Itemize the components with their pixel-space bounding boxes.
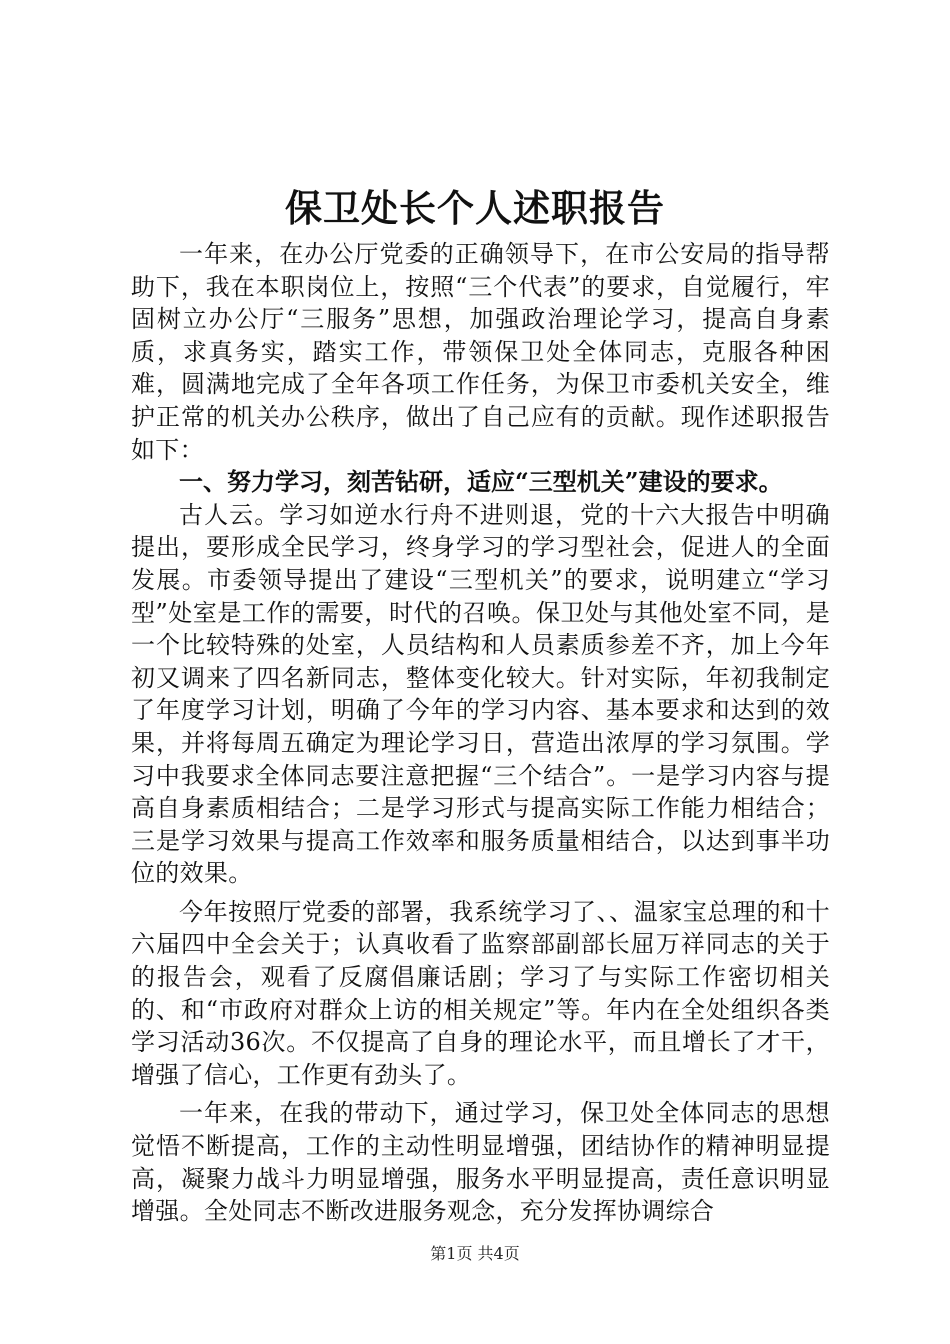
- page-number-footer: 第1页 共4页: [430, 1244, 520, 1263]
- paragraph-study-activities: 今年按照厅党委的部署，我系统学习了、、温家宝总理的和十六届四中全会关于；认真收看了监察部副部长屈万祥同志的关于的报告会，观看了反腐倡廉话剧；学习了与实际工作密切相关的、和“市政府对群众上访的相关规定”等。年内在全处组织各类学习活动36次。不仅提高了自身的理论水平，而且增长了才干，增强了信心，工作更有劲头了。: [131, 897, 830, 1089]
- paragraph-intro: 一年来，在办公厅党委的正确领导下，在市公安局的指导帮助下，我在本职岗位上，按照“三个代表”的要求，自觉履行，牢固树立办公厅“三服务”思想，加强政治理论学习，提高自身素质，求真务实，踏实工作，带领保卫处全体同志，克服各种困难，圆满地完成了全年各项工作任务，为保卫市委机关安全，维护正常的机关办公秩序，做出了自己应有的贡献。现作述职报告如下：: [131, 240, 830, 464]
- document-title: 保卫处长个人述职报告: [285, 186, 665, 230]
- paragraph-study: 古人云。学习如逆水行舟不进则退，党的十六大报告中明确提出，要形成全民学习，终身学习的学习型社会，促进人的全面发展。市委领导提出了建设“三型机关”的要求，说明建立“学习型”处室是工作的需要，时代的召唤。保卫处与其他处室不同，是一个比较特殊的处室，人员结构和人员素质参差不齐，加上今年初又调来了四名新同志，整体变化较大。针对实际，年初我制定了年度学习计划，明确了今年的学习内容、基本要求和达到的效果，并将每周五确定为理论学习日，营造出浓厚的学习氛围。学习中我要求全体同志要注意把握“三个结合”。一是学习内容与提高自身素质相结合；二是学习形式与提高实际工作能力相结合；三是学习效果与提高工作效率和服务质量相结合，以达到事半功位的效果。: [131, 500, 830, 888]
- section-heading-1: 一、努力学习，刻苦钻研，适应“三型机关”建设的要求。: [179, 467, 783, 497]
- paragraph-results: 一年来，在我的带动下，通过学习，保卫处全体同志的思想觉悟不断提高，工作的主动性明显增强，团结协作的精神明显提高，凝聚力战斗力明显增强，服务水平明显提高，责任意识明显增强。全处同志不断改进服务观念，充分发挥协调综合: [131, 1099, 830, 1226]
- document-body: [131, 238, 830, 1228]
